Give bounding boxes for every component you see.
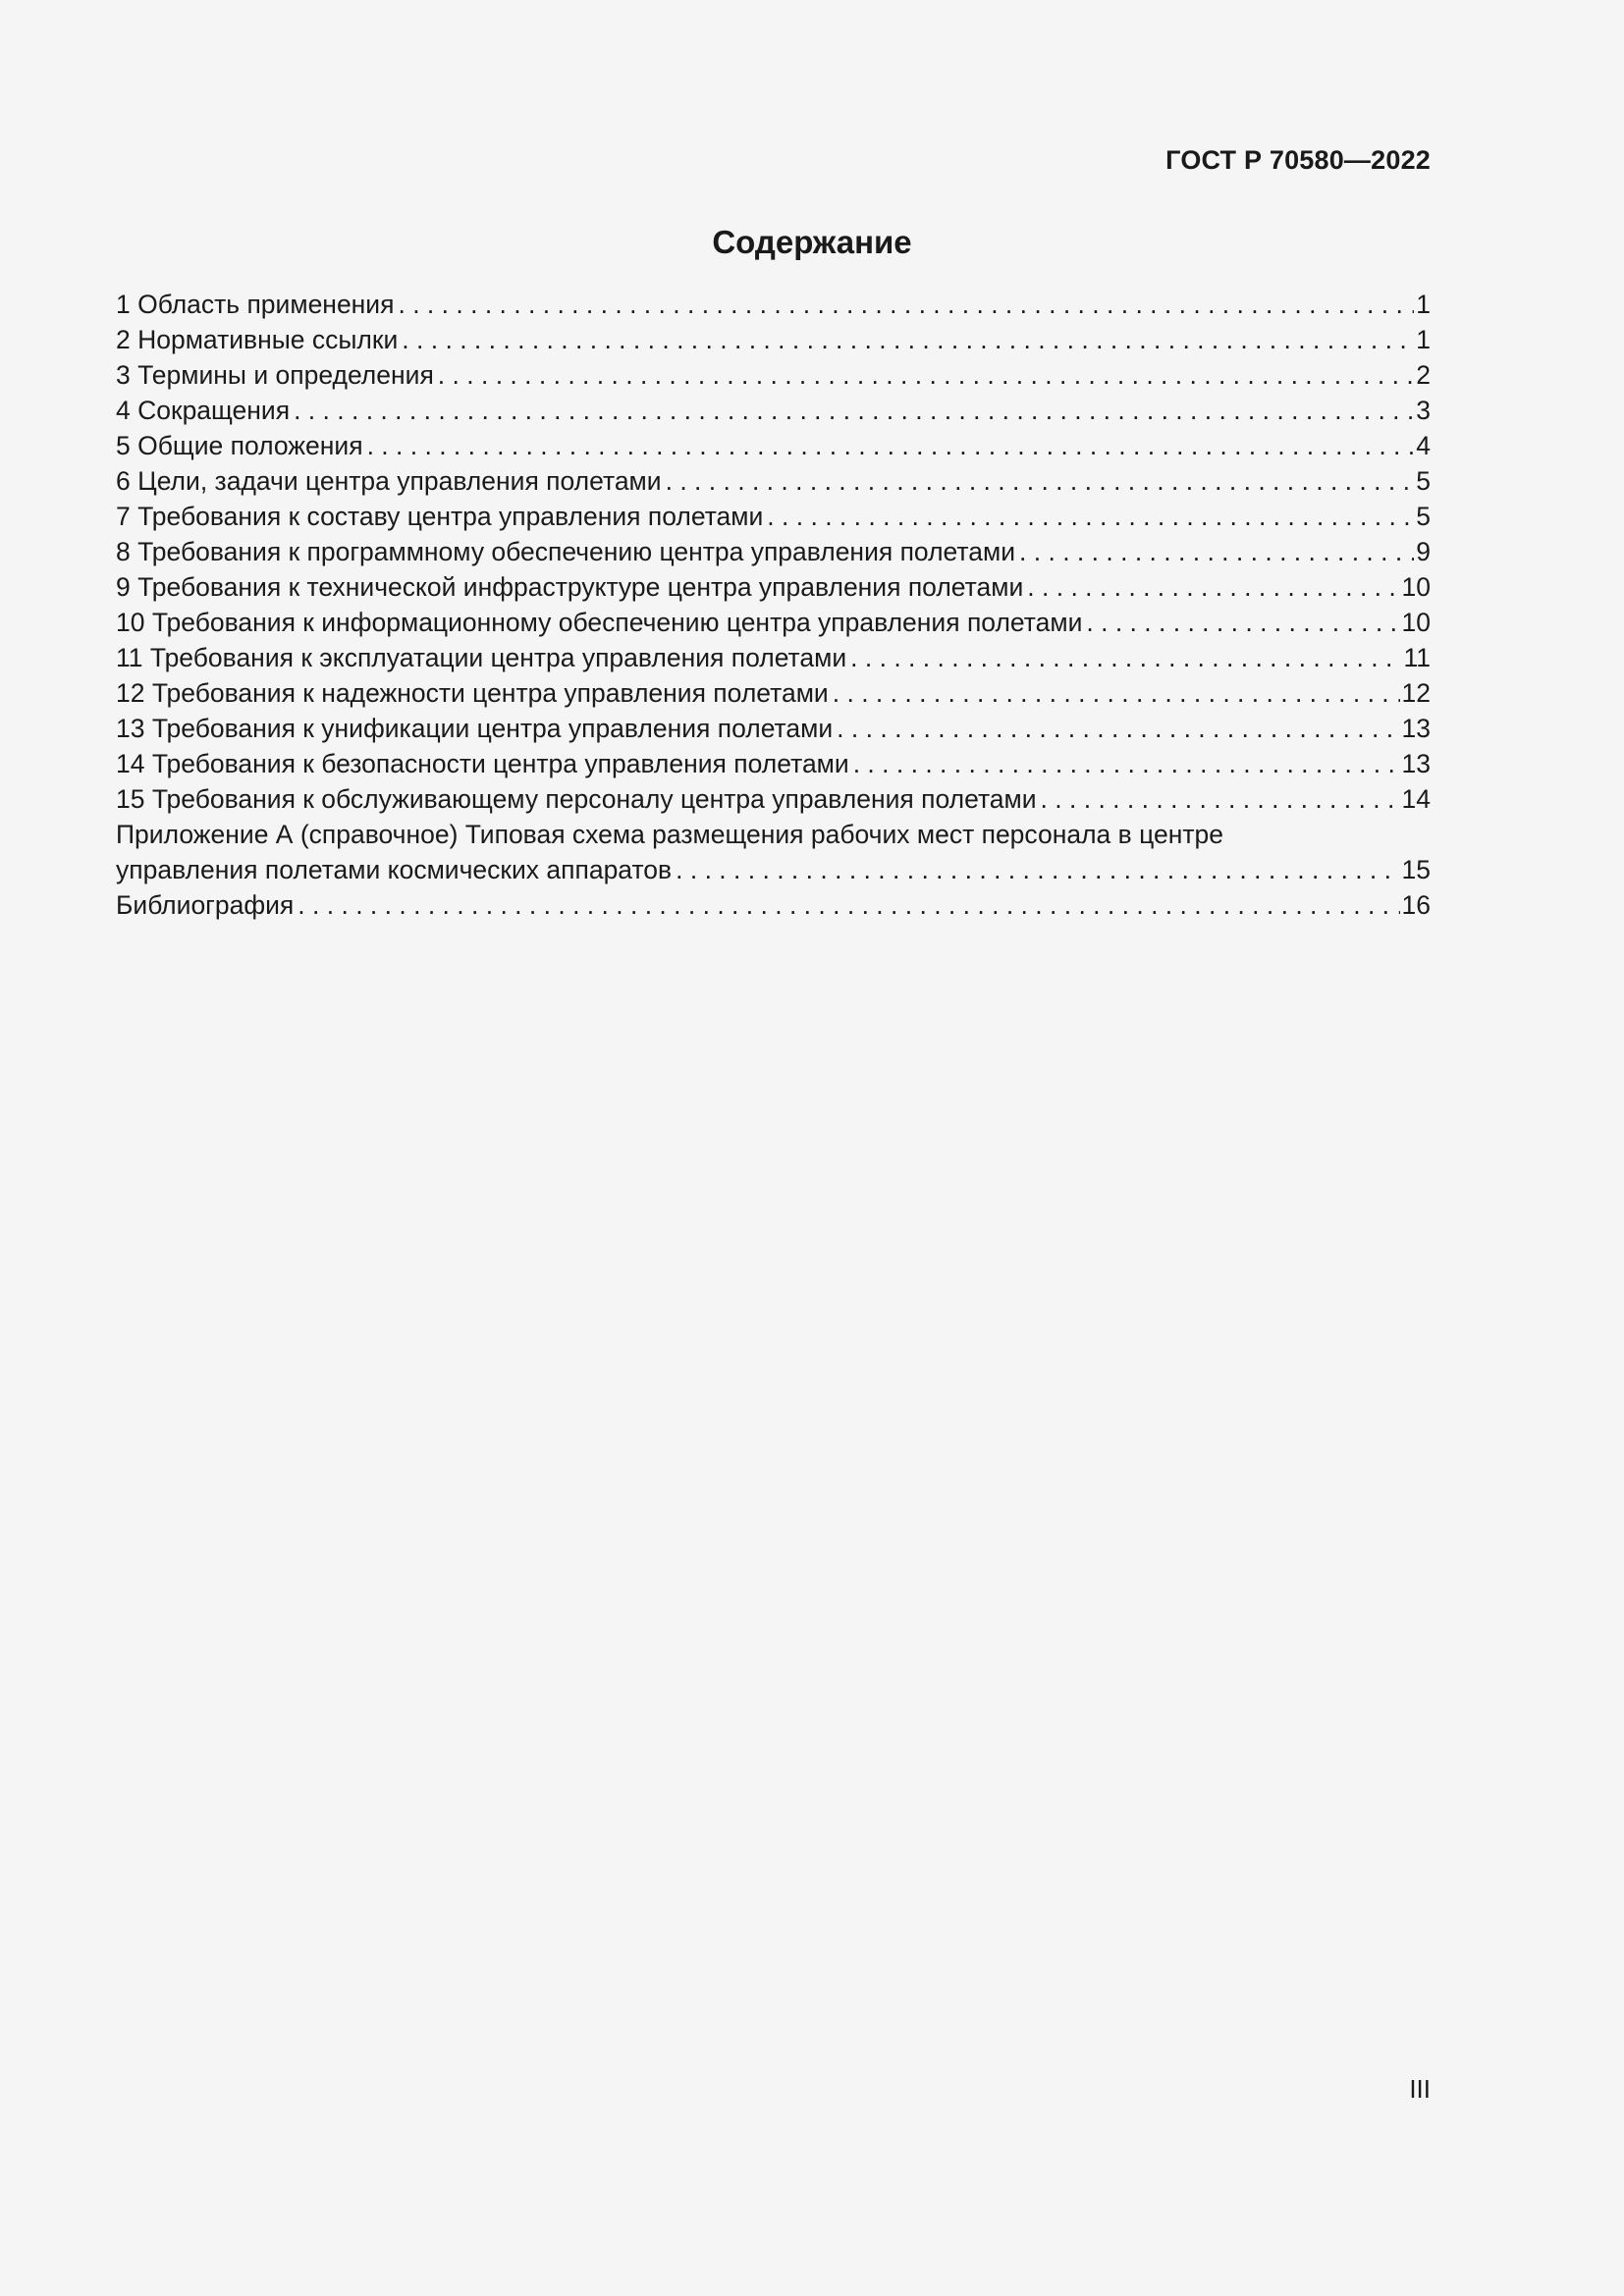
toc-entry-page: 15 [1401,855,1431,884]
toc-entry[interactable] [116,322,1431,357]
toc-entry-page: 1 [1416,290,1431,319]
toc-leader-dots [298,887,1399,923]
toc-entry[interactable] [116,357,1431,393]
toc-entry-text: 6 Цели, задачи центра управления полетами [116,466,662,496]
toc-entry[interactable] [116,605,1431,640]
table-of-contents [116,287,1431,923]
toc-leader-dots [402,322,1414,357]
toc-entry-text: 2 Нормативные ссылки [116,325,399,354]
toc-entry[interactable] [116,287,1431,322]
toc-entry-page: 11 [1403,643,1431,672]
toc-entry-page: 4 [1416,431,1431,460]
toc-entry-text: 7 Требования к составу центра управления полетами [116,502,764,531]
toc-leader-dots [767,499,1414,534]
toc-entry[interactable] [116,463,1431,499]
toc-entry-text: 14 Требования к безопасности центра управления полетами [116,749,849,778]
toc-entry[interactable] [116,640,1431,675]
toc-entry-page: 13 [1401,749,1431,778]
toc-entry-appendix[interactable] [116,817,1431,887]
toc-leader-dots [676,852,1399,887]
toc-leader-dots [1027,569,1399,605]
toc-entry-page: 16 [1401,890,1431,920]
toc-entry-text: 8 Требования к программному обеспечению центра управления полетами [116,537,1016,566]
page-number: III [1409,2074,1431,2104]
toc-entry-text: 5 Общие положения [116,431,363,460]
toc-appendix-line1: Приложение А (справочное) Типовая схема размещения рабочих мест персонала в центре [116,820,1223,849]
toc-leader-dots [367,428,1415,463]
toc-title: Содержание [712,224,912,260]
toc-leader-dots [1086,605,1399,640]
toc-entry[interactable] [116,569,1431,605]
toc-entry-page: 5 [1416,502,1431,531]
toc-entry-text: 10 Требования к информационному обеспечению центра управления полетами [116,608,1083,637]
toc-entry-text: 13 Требования к унификации центра управления полетами [116,714,834,743]
toc-entry-page: 1 [1416,325,1431,354]
toc-leader-dots [398,287,1414,322]
toc-entry-page: 3 [1416,396,1431,425]
toc-entry-page: 13 [1401,714,1431,743]
toc-entry-text: 11 Требования к эксплуатации центра управления полетами [116,643,847,672]
toc-leader-dots [666,463,1415,499]
toc-entry[interactable] [116,499,1431,534]
toc-entry[interactable] [116,711,1431,746]
toc-leader-dots [1019,534,1414,569]
toc-leader-dots [438,357,1414,393]
toc-entry-text: 3 Термины и определения [116,360,434,390]
toc-leader-dots [1041,781,1400,817]
toc-entry[interactable] [116,393,1431,428]
toc-leader-dots [833,675,1400,711]
toc-entry[interactable] [116,781,1431,817]
toc-entry[interactable] [116,428,1431,463]
toc-entry-bibliography[interactable] [116,887,1431,923]
toc-entry-text: 4 Сокращения [116,396,291,425]
toc-entry-page: 5 [1416,466,1431,496]
toc-leader-dots [294,393,1414,428]
toc-entry-text: 9 Требования к технической инфраструктуре центра управления полетами [116,572,1024,602]
toc-leader-dots [837,711,1399,746]
toc-entry[interactable] [116,675,1431,711]
toc-entry-page: 10 [1401,608,1431,637]
toc-entry-page: 2 [1416,360,1431,390]
toc-entry-page: 10 [1401,572,1431,602]
toc-entry-text: Библиография [116,890,295,920]
toc-appendix-line2: управления полетами космических аппаратов [116,855,673,884]
document-code: ГОСТ Р 70580—2022 [1165,145,1431,175]
toc-entry[interactable] [116,746,1431,781]
toc-leader-dots [853,746,1400,781]
toc-leader-dots [850,640,1401,675]
toc-entry[interactable] [116,534,1431,569]
toc-entry-text: 15 Требования к обслуживающему персоналу центра управления полетами [116,784,1037,814]
toc-entry-text: 12 Требования к надежности центра управления полетами [116,678,829,708]
toc-entry-page: 9 [1416,537,1431,566]
toc-entry-page: 12 [1401,678,1431,708]
toc-entry-page: 14 [1401,784,1431,814]
toc-entry-text: 1 Область применения [116,290,395,319]
